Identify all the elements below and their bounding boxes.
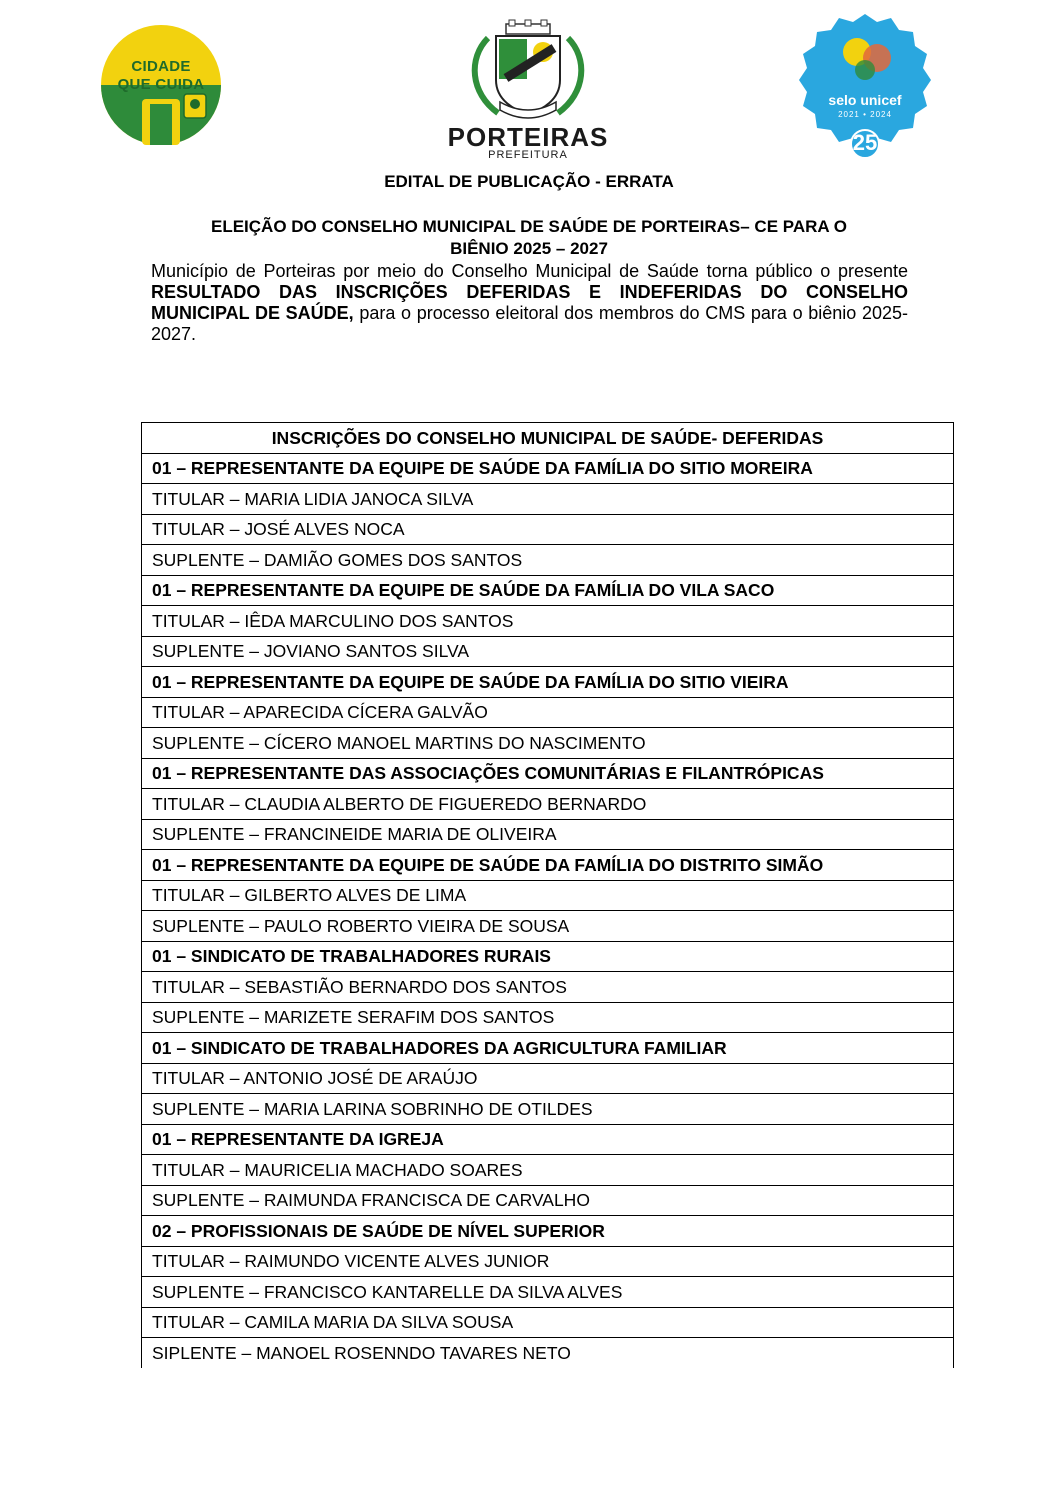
table-group-row bbox=[142, 1124, 954, 1155]
table-row bbox=[142, 728, 954, 759]
table-row bbox=[142, 636, 954, 667]
porteiras-crest bbox=[458, 18, 598, 128]
registrations-table-body bbox=[142, 423, 954, 1368]
table-group-row bbox=[142, 575, 954, 606]
table-row bbox=[142, 789, 954, 820]
selo-unicef-logo bbox=[795, 12, 935, 162]
table-row bbox=[142, 514, 954, 545]
group-title-cell: 02 – PROFISSIONAIS DE SAÚDE DE NÍVEL SUPERIOR bbox=[142, 1216, 954, 1247]
group-title-cell: 01 – SINDICATO DE TRABALHADORES RURAIS bbox=[142, 941, 954, 972]
group-title-cell: 01 – REPRESENTANTE DA IGREJA bbox=[142, 1124, 954, 1155]
table-row bbox=[142, 697, 954, 728]
member-cell: SUPLENTE – FRANCISCO KANTARELLE DA SILVA ALVES bbox=[142, 1277, 954, 1308]
group-title-cell: 01 – REPRESENTANTE DA EQUIPE DE SAÚDE DA FAMÍLIA DO SITIO VIEIRA bbox=[142, 667, 954, 698]
heading-line-2: BIÊNIO 2025 – 2027 bbox=[450, 239, 608, 258]
member-cell: TITULAR – CLAUDIA ALBERTO DE FIGUEREDO BERNARDO bbox=[142, 789, 954, 820]
member-cell: TITULAR – JOSÉ ALVES NOCA bbox=[142, 514, 954, 545]
heading-line-1: ELEIÇÃO DO CONSELHO MUNICIPAL DE SAÚDE DE PORTEIRAS– CE PARA O bbox=[211, 217, 847, 236]
document-heading bbox=[150, 216, 908, 260]
selo-unicef-number: 25 bbox=[852, 130, 878, 155]
table-row bbox=[142, 1277, 954, 1308]
group-title-cell: 01 – REPRESENTANTE DAS ASSOCIAÇÕES COMUNITÁRIAS E FILANTRÓPICAS bbox=[142, 758, 954, 789]
group-title-cell: 01 – SINDICATO DE TRABALHADORES DA AGRICULTURA FAMILIAR bbox=[142, 1033, 954, 1064]
selo-unicef-years: 2021 • 2024 bbox=[838, 110, 892, 119]
table-row bbox=[142, 819, 954, 850]
table-header-row bbox=[142, 423, 954, 454]
member-cell: TITULAR – IÊDA MARCULINO DOS SANTOS bbox=[142, 606, 954, 637]
brand-subtitle: PREFEITURA bbox=[488, 149, 568, 161]
table-row bbox=[142, 1307, 954, 1338]
table-row bbox=[142, 606, 954, 637]
member-cell: SIPLENTE – MANOEL ROSENNDO TAVARES NETO bbox=[142, 1338, 954, 1368]
selo-unicef-text: selo unicef bbox=[828, 92, 902, 108]
intro-text-1: Município de Porteiras por meio do Conselho Municipal de Saúde torna público o presente bbox=[151, 261, 908, 281]
table-row bbox=[142, 1002, 954, 1033]
member-cell: TITULAR – RAIMUNDO VICENTE ALVES JUNIOR bbox=[142, 1246, 954, 1277]
member-cell: TITULAR – MAURICELIA MACHADO SOARES bbox=[142, 1155, 954, 1186]
table-row bbox=[142, 1185, 954, 1216]
group-title-cell: 01 – REPRESENTANTE DA EQUIPE DE SAÚDE DA FAMÍLIA DO DISTRITO SIMÃO bbox=[142, 850, 954, 881]
member-cell: SUPLENTE – CÍCERO MANOEL MARTINS DO NASCIMENTO bbox=[142, 728, 954, 759]
table-row bbox=[142, 484, 954, 515]
member-cell: TITULAR – GILBERTO ALVES DE LIMA bbox=[142, 880, 954, 911]
intro-paragraph bbox=[151, 261, 908, 345]
table-row bbox=[142, 972, 954, 1003]
member-cell: TITULAR – SEBASTIÃO BERNARDO DOS SANTOS bbox=[142, 972, 954, 1003]
table-group-row bbox=[142, 1216, 954, 1247]
table-row bbox=[142, 1155, 954, 1186]
registrations-table bbox=[141, 422, 954, 1368]
table-group-row bbox=[142, 941, 954, 972]
table-row bbox=[142, 880, 954, 911]
table-row bbox=[142, 1094, 954, 1125]
document-title: EDITAL DE PUBLICAÇÃO - ERRATA bbox=[384, 172, 674, 191]
member-cell: TITULAR – CAMILA MARIA DA SILVA SOUSA bbox=[142, 1307, 954, 1338]
table-header-cell: INSCRIÇÕES DO CONSELHO MUNICIPAL DE SAÚDE- DEFERIDAS bbox=[142, 423, 954, 454]
cidade-que-cuida-logo bbox=[100, 24, 222, 146]
table-group-row bbox=[142, 850, 954, 881]
cqc-line2: QUE CUIDA bbox=[117, 76, 205, 93]
member-cell: TITULAR – ANTONIO JOSÉ DE ARAÚJO bbox=[142, 1063, 954, 1094]
table-row bbox=[142, 911, 954, 942]
member-cell: SUPLENTE – DAMIÃO GOMES DOS SANTOS bbox=[142, 545, 954, 576]
member-cell: SUPLENTE – JOVIANO SANTOS SILVA bbox=[142, 636, 954, 667]
member-cell: SUPLENTE – MARIZETE SERAFIM DOS SANTOS bbox=[142, 1002, 954, 1033]
table-row bbox=[142, 1338, 954, 1368]
member-cell: SUPLENTE – MARIA LARINA SOBRINHO DE OTILDES bbox=[142, 1094, 954, 1125]
table-row bbox=[142, 545, 954, 576]
table-group-row bbox=[142, 758, 954, 789]
group-title-cell: 01 – REPRESENTANTE DA EQUIPE DE SAÚDE DA FAMÍLIA DO VILA SACO bbox=[142, 575, 954, 606]
member-cell: SUPLENTE – FRANCINEIDE MARIA DE OLIVEIRA bbox=[142, 819, 954, 850]
table-row bbox=[142, 1246, 954, 1277]
brand-name: PORTEIRAS bbox=[447, 122, 609, 152]
crest-shield-icon bbox=[458, 18, 598, 128]
table-group-row bbox=[142, 1033, 954, 1064]
member-cell: SUPLENTE – PAULO ROBERTO VIEIRA DE SOUSA bbox=[142, 911, 954, 942]
group-title-cell: 01 – REPRESENTANTE DA EQUIPE DE SAÚDE DA FAMÍLIA DO SITIO MOREIRA bbox=[142, 453, 954, 484]
member-cell: TITULAR – MARIA LIDIA JANOCA SILVA bbox=[142, 484, 954, 515]
intro-text-bold: RESULTADO DAS INSCRIÇÕES DEFERIDAS E INDEFERIDAS DO CONSELHO MUNICIPAL DE SAÚDE, bbox=[151, 282, 908, 323]
table-group-row bbox=[142, 667, 954, 698]
intro-text-2: para o processo eleitoral dos membros do CMS para o biênio 2025-2027. bbox=[151, 303, 908, 344]
member-cell: TITULAR – APARECIDA CÍCERA GALVÃO bbox=[142, 697, 954, 728]
member-cell: SUPLENTE – RAIMUNDA FRANCISCA DE CARVALHO bbox=[142, 1185, 954, 1216]
cqc-line1: CIDADE bbox=[131, 58, 191, 75]
table-group-row bbox=[142, 453, 954, 484]
table-row bbox=[142, 1063, 954, 1094]
